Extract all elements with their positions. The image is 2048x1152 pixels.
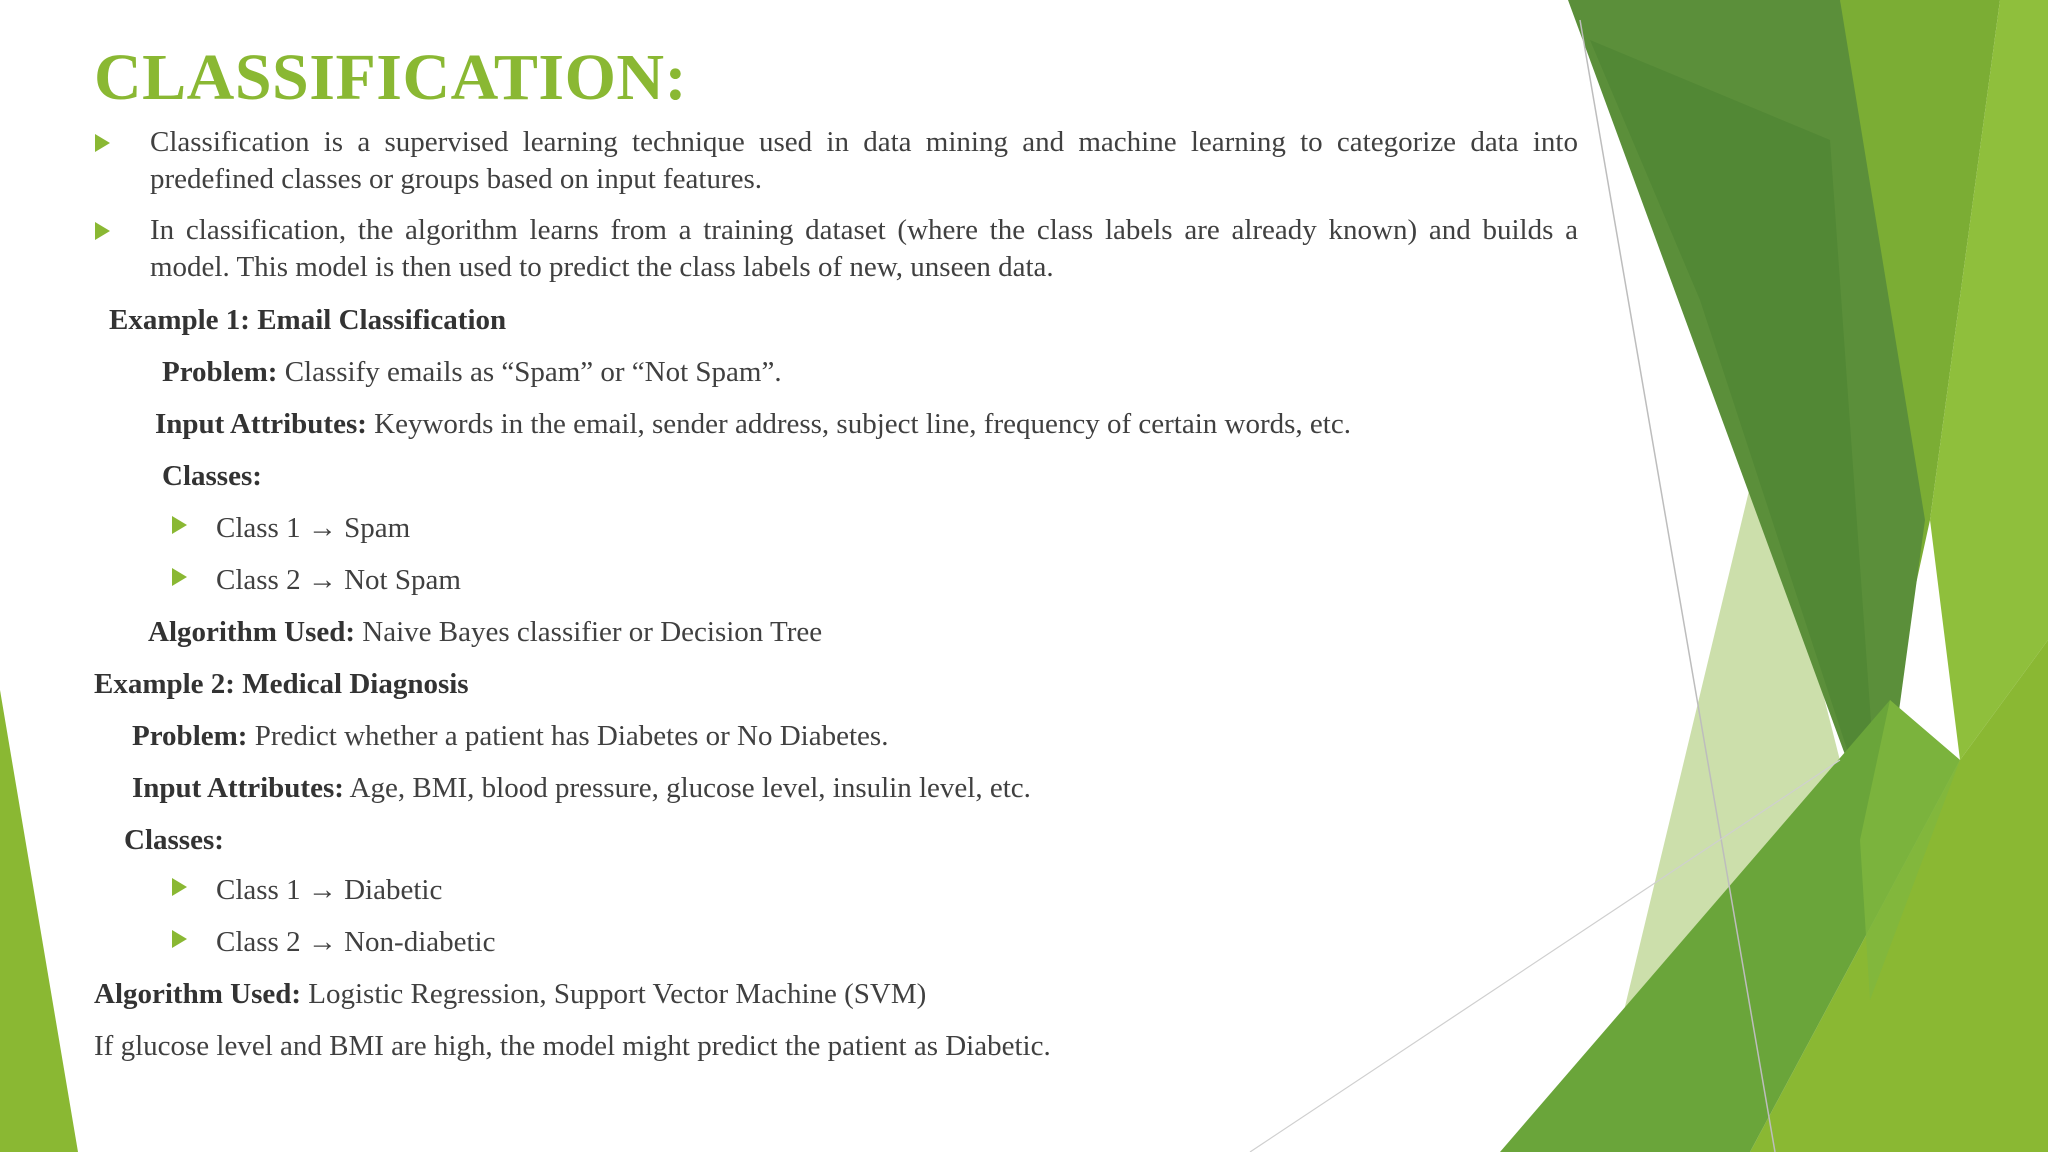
example2-algorithm	[94, 976, 926, 1013]
example1-input-text: Keywords in the email, sender address, subject line, frequency of certain words, etc.	[366, 408, 1351, 440]
example2-class1: Class 1 → Diabetic	[216, 874, 443, 906]
example1-classes	[162, 458, 262, 495]
example2-algorithm-label: Algorithm Used:	[94, 978, 302, 1010]
bullet-arrow-icon	[172, 516, 187, 534]
bullet-paragraph-1: Classification is a supervised learning technique used in data mining and machine learning to categorize data into predefined classes or groups based on input features.	[150, 126, 1578, 195]
example2-input-text: Age, BMI, blood pressure, glucose level, insulin level, etc.	[343, 772, 1031, 804]
bullet-arrow-icon	[95, 134, 110, 152]
example1-problem	[162, 354, 782, 391]
example1-class1: Class 1 → Spam	[216, 512, 411, 544]
bullet-arrow-icon	[172, 930, 187, 948]
example1-algorithm-text: Naive Bayes classifier or Decision Tree	[355, 616, 823, 648]
left-green-sliver	[0, 690, 78, 1152]
example1-algorithm-label: Algorithm Used:	[148, 616, 356, 648]
example1-class2: Class 2 → Not Spam	[216, 564, 461, 596]
example1-input-label: Input Attributes:	[155, 408, 367, 440]
bullet-arrow-icon	[95, 222, 110, 240]
example2-heading-text: Example 2: Medical Diagnosis	[94, 668, 469, 700]
slide-title: CLASSIFICATION:	[94, 41, 688, 114]
example1-problem-label: Problem:	[162, 356, 278, 388]
example2-classes-label: Classes:	[124, 824, 224, 856]
example2-problem	[132, 718, 888, 755]
example1-classes-label: Classes:	[162, 460, 262, 492]
bullet-arrow-icon	[172, 878, 187, 896]
bullet-paragraph-2: In classification, the algorithm learns from a training dataset (where the class labels are already known) and builds a model. This model is then used to predict the class labels of new, unseen data.	[150, 214, 1578, 283]
example1-algorithm	[148, 614, 822, 651]
example2-classes	[124, 822, 224, 859]
example2-input-label: Input Attributes:	[132, 772, 344, 804]
example2-heading	[94, 666, 469, 703]
example2-problem-text: Predict whether a patient has Diabetes or No Diabetes.	[247, 720, 889, 752]
example1-problem-text: Classify emails as “Spam” or “Not Spam”.	[277, 356, 782, 388]
example2-problem-label: Problem:	[132, 720, 248, 752]
example2-class2: Class 2 → Non-diabetic	[216, 926, 496, 958]
example2-algorithm-text: Logistic Regression, Support Vector Machine (SVM)	[301, 978, 927, 1010]
example2-note: If glucose level and BMI are high, the model might predict the patient as Diabetic.	[94, 1030, 1051, 1062]
example1-heading	[109, 302, 506, 339]
example2-input	[132, 770, 1031, 807]
example1-input	[155, 406, 1351, 443]
example1-heading-text: Example 1: Email Classification	[109, 304, 507, 336]
bullet-arrow-icon	[172, 568, 187, 586]
